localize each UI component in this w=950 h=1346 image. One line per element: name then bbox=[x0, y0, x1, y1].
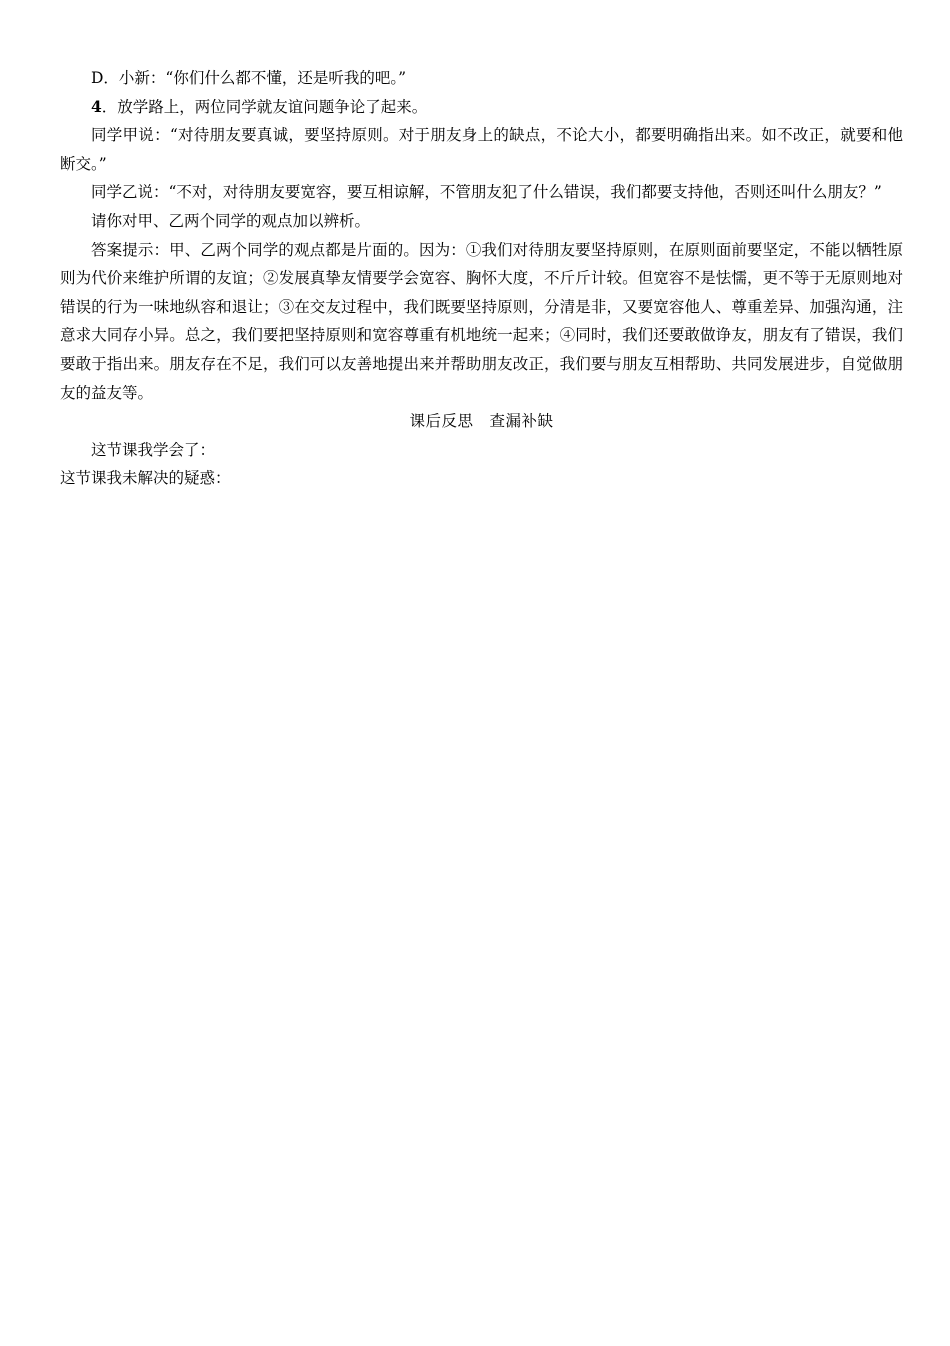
question-stem: ．放学路上，两位同学就友谊问题争论了起来。 bbox=[101, 97, 428, 116]
section-title: 课后反思 查漏补缺 bbox=[409, 412, 554, 431]
learned-prompt: 这节课我学会了： bbox=[91, 440, 216, 459]
question-number: 4 bbox=[91, 96, 102, 116]
question-instruction: 请你对甲、乙两个同学的观点加以辨析。 bbox=[91, 211, 371, 230]
question-4 bbox=[60, 93, 903, 122]
option-d: D．小新：“你们什么都不懂，还是听我的吧。” bbox=[91, 69, 407, 87]
document-body bbox=[60, 64, 903, 493]
student-a-statement: 同学甲说：“对待朋友要真诚，要坚持原则。对于朋友身上的缺点，不论大小，都要明确指出来。如不改正，就要和他断交。” bbox=[60, 126, 903, 173]
unresolved-prompt: 这节课我未解决的疑惑： bbox=[60, 469, 231, 488]
student-b-statement: 同学乙说：“不对，对待朋友要宽容，要互相谅解，不管朋友犯了什么错误，我们都要支持他，否则还叫什么朋友？” bbox=[91, 183, 882, 202]
answer-hint: 答案提示：甲、乙两个同学的观点都是片面的。因为：①我们对待朋友要坚持原则，在原则面前要坚定，不能以牺牲原则为代价来维护所谓的友谊；②发展真挚友情要学会宽容、胸怀大度，不斤斤计较。但宽容不是怯懦，更不等于无原则地对错误的行为一味地纵容和退让；③在交友过程中，我们既要坚持原则，分清是非，又要宽容他人、尊重差异、加强沟通，注意求大同存小异。总之，我们要把坚持原则和宽容尊重有机地统一起来；④同时，我们还要敢做诤友，朋友有了错误，我们要敢于指出来。朋友存在不足，我们可以友善地提出来并帮助朋友改正，我们要与朋友互相帮助、共同发展进步，自觉做朋友的益友等。 bbox=[60, 240, 903, 402]
